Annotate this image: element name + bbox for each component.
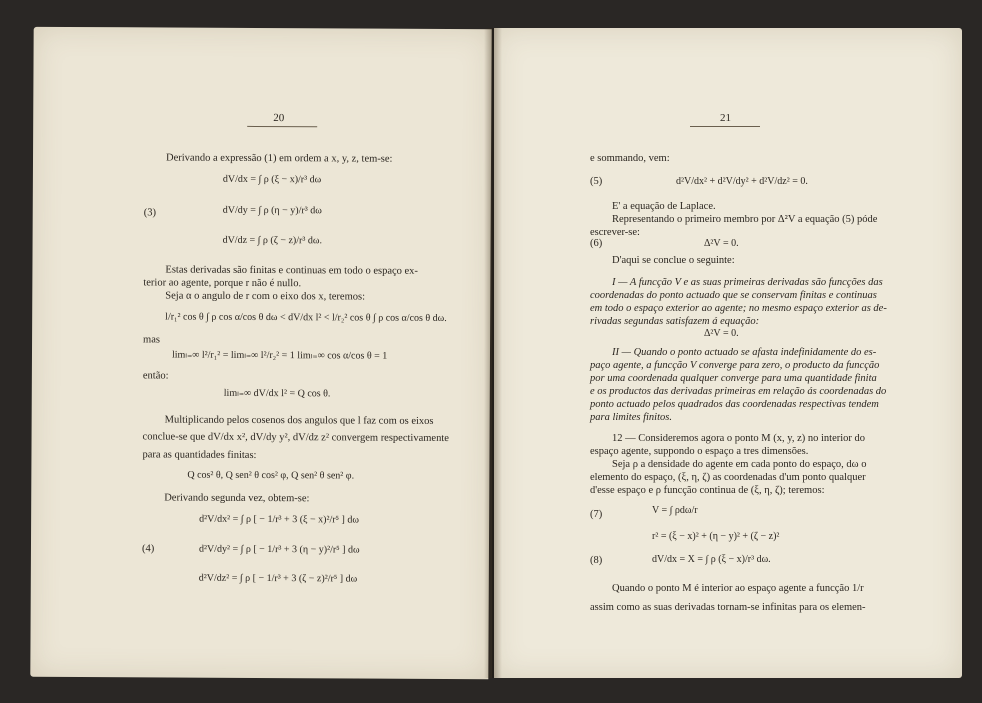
right-eq-number-6: (6) — [590, 238, 603, 249]
right-eq-number-8: (8) — [590, 555, 603, 566]
right-line-10: d'esse espaço e ρ funcção continua de (ξ, η, ζ); teremos: — [590, 485, 825, 496]
right-eq-r-squared: r² = (ξ − x)² + (η − y)² + (ζ − z)² — [652, 531, 780, 542]
right-theorem-2-line-3: por uma coordenada qualquer converge para uma quantidade finita — [590, 373, 877, 384]
right-header-rule — [690, 126, 760, 127]
left-eq-number-4: (4) — [141, 543, 155, 555]
left-line-6: conclue-se que dV/dx x², dV/dy y², dV/dz z² convergem respectivamente — [142, 431, 449, 444]
right-line-12: assim como as suas derivadas tornam-se infinitas para os elemen- — [590, 602, 866, 613]
right-theorem-2-line-6: para limites finitos. — [590, 412, 672, 423]
left-line-7: para as quantidades finitas: — [142, 449, 257, 461]
right-line-2: E' a equação de Laplace. — [612, 201, 716, 212]
left-eq-dvdz: dV/dz = ∫ ρ (ζ − z)/r³ dω. — [222, 234, 322, 247]
left-eq-finite-quantities: Q cos² θ, Q sen² θ cos² φ, Q sen² θ sen² φ. — [187, 469, 355, 482]
book-spread — [32, 28, 962, 678]
right-eq-number-7: (7) — [590, 509, 603, 520]
left-page — [30, 27, 491, 679]
left-eq-d2vdy2: d²V/dy² = ∫ ρ [ − 1/r³ + 3 (η − y)²/r⁵ ] dω — [198, 543, 360, 556]
right-theorem-1-line-3: em todo o espaço exterior ao agente; no mesmo espaço exterior as de- — [590, 303, 887, 314]
right-theorem-2-line-2: paço agente, a funcção V converge para zero, o producto da funcção — [590, 360, 880, 371]
left-line-1: Derivando a expressão (1) em ordem a x, y, z, tem-se: — [165, 152, 393, 165]
right-page — [494, 28, 962, 678]
right-line-9: elemento do espaço, (ξ, η, ζ) as coordenadas d'um ponto qualquer — [590, 472, 866, 483]
right-line-6: 12 — Consideremos agora o ponto M (x, y, z) no interior do — [612, 433, 866, 444]
left-line-mas: mas — [143, 334, 161, 346]
right-line-4: escrever-se: — [590, 227, 640, 238]
book-gutter — [484, 28, 502, 678]
left-line-entao: então: — [142, 370, 169, 382]
right-eq-potential: V = ∫ ρdω/r — [652, 505, 698, 516]
right-theorem-2-line-5: ponto actuado pelos quadrados das coordenadas respectivas tendem — [590, 399, 879, 410]
right-eq-delta: Δ²V = 0. — [704, 238, 739, 249]
right-line-11: Quando o ponto M é interior ao espaço agente a funcção 1/r — [612, 583, 864, 594]
left-eq-d2vdx2: d²V/dx² = ∫ ρ [ − 1/r³ + 3 (ξ − x)²/r⁵ ] dω — [199, 513, 359, 526]
left-eq-d2vdz2: d²V/dz² = ∫ ρ [ − 1/r³ + 3 (ζ − z)²/r⁵ ] dω — [198, 572, 358, 585]
left-line-3: terior ao agente, porque r não é nullo. — [143, 277, 302, 290]
left-line-5: Multiplicando pelos cosenos dos angulos que l faz com os eixos — [164, 414, 434, 427]
right-line-8: Seja ρ a densidade do agente em cada ponto do espaço, dω o — [612, 459, 867, 470]
right-theorem-1-line-2: coordenadas do ponto actuado que se conservam finitas e continuas — [590, 290, 877, 301]
left-page-number: 20 — [273, 112, 285, 125]
right-theorem-2-line-4: e os productos das derivadas primeiras em relação ás coordenadas do — [590, 386, 887, 397]
right-eq-laplace: d²V/dx² + d²V/dy² + d²V/dz² = 0. — [676, 176, 808, 187]
right-eq-force-x: dV/dx = X = ∫ ρ (ξ − x)/r³ dω. — [652, 554, 771, 565]
right-page-number: 21 — [720, 112, 731, 124]
left-line-4: Seja α o angulo de r com o eixo dos x, teremos: — [165, 290, 366, 303]
left-eq-dvdy: dV/dy = ∫ ρ (η − y)/r³ dω — [222, 204, 322, 217]
left-eq-number-3: (3) — [143, 207, 157, 219]
left-eq-limit-q: limₗ₌∞ dV/dx l² = Q cos θ. — [223, 387, 331, 400]
left-eq-dvdx: dV/dx = ∫ ρ (ξ − x)/r³ dω — [222, 173, 322, 186]
right-line-1: e sommando, vem: — [590, 153, 670, 164]
left-line-8: Derivando segunda vez, obtem-se: — [164, 492, 310, 505]
right-line-3: Representando o primeiro membro por Δ²V a equação (5) póde — [612, 214, 878, 225]
left-eq-limits: limₗ₌∞ l²/r₁² = limₗ₌∞ l²/r₂² = 1 limₗ₌∞ cos α/cos θ = 1 — [171, 349, 388, 362]
right-theorem-1-line-4: rivadas segundas satisfazem á equação: — [590, 316, 760, 327]
right-theorem-2-line-1: II — Quando o ponto actuado se afasta indefinidamente do es- — [612, 347, 877, 358]
left-eq-inequality: l/r₁² cos θ ∫ ρ cos α/cos θ dω < dV/dx l² < l/r₂² cos θ ∫ ρ cos α/cos θ dω. — [165, 311, 447, 324]
left-header-rule — [247, 126, 317, 127]
right-line-5: D'aqui se conclue o seguinte: — [612, 255, 735, 266]
left-line-2: Estas derivadas são finitas e continuas em todo o espaço ex- — [165, 264, 418, 277]
right-theorem-1-line-1: I — A funcção V e as suas primeiras derivadas são funcções das — [612, 277, 883, 288]
right-line-7: espaço agente, suppondo o espaço a tres dimensões. — [590, 446, 809, 457]
right-eq-number-5: (5) — [590, 176, 603, 187]
right-eq-delta-2: Δ²V = 0. — [704, 328, 739, 339]
